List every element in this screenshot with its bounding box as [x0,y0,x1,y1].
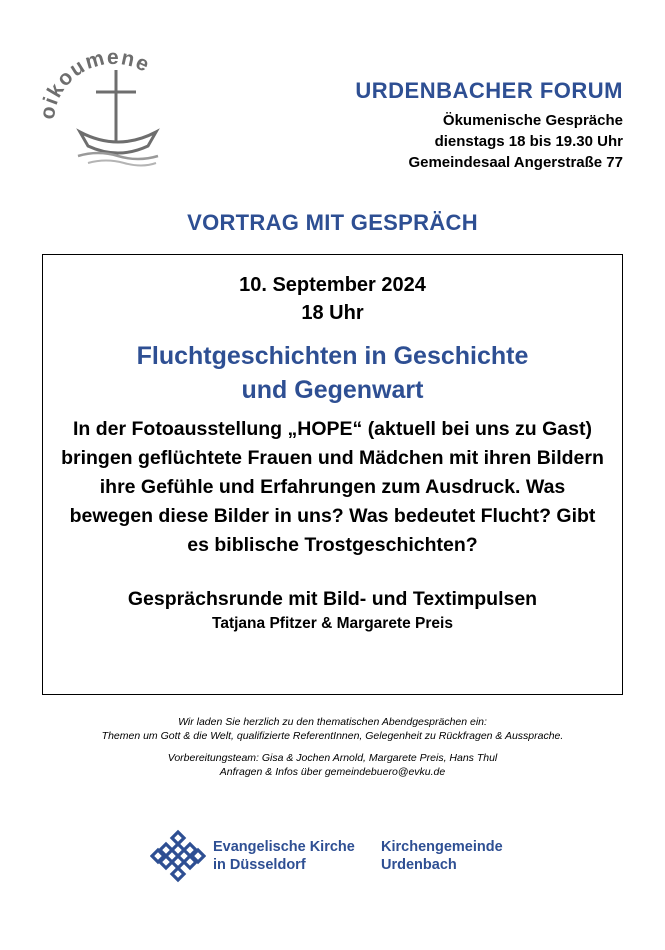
ekd-name-line-2: in Düsseldorf [213,857,306,873]
forum-title: URDENBACHER FORUM [355,78,623,103]
footer-topics: Themen um Gott & die Welt, qualifizierte ReferentInnen, Gelegenheit zu Rückfragen & Aussprache. [101,730,564,742]
event-title-line-2: und Gegenwart [241,376,424,404]
event-format: Gesprächsrunde mit Bild- und Textimpulsen [127,588,538,610]
header-line-3: Gemeindesaal Angerstraße 77 [408,154,623,171]
cross-lattice-icon [150,828,206,884]
oikoumene-logo [38,40,188,170]
header [355,78,623,173]
ekd-logo [150,828,206,884]
event-type-heading: VORTRAG MIT GESPRÄCH [187,210,478,235]
header-line-2: dienstags 18 bis 19.30 Uhr [434,133,623,150]
footer-invite: Wir laden Sie herzlich zu den thematischen Abendgesprächen ein: [178,716,487,728]
event-date: 10. September 2024 [239,274,426,296]
parish-name-line-2: Urdenbach [381,857,457,873]
event-speakers: Tatjana Pfitzer & Margarete Preis [212,615,453,632]
parish-name [381,838,503,874]
event-description: In der Fotoausstellung „HOPE“ (aktuell bei uns zu Gast) bringen geflüchtete Frauen und Mädchen mit ihren Bildern ihre Gefühle und Erfahrungen zum Ausdruck. Was bewegen diese Bilder in uns? Was bedeutet Flucht? Gibt es biblische Trostgeschichten? [61,418,604,556]
logo-wordmark: oikoumene [38,45,154,121]
header-line-1: Ökumenische Gespräche [442,112,623,129]
ekd-name-line-1: Evangelische Kirche [213,839,355,855]
footer-team: Vorbereitungsteam: Gisa & Jochen Arnold, Margarete Preis, Hans Thul [167,752,498,764]
event-box [42,254,623,695]
footer-contact: Anfragen & Infos über gemeindebuero@evku.de [219,766,446,778]
oikoumene-boat-cross-icon [38,40,188,170]
ekd-name [213,838,355,874]
event-title [43,339,622,407]
footer [0,715,665,779]
event-title-line-1: Fluchtgeschichten in Geschichte [136,342,529,370]
event-time: 18 Uhr [301,302,364,324]
parish-name-line-1: Kirchengemeinde [381,839,503,855]
svg-text:oikoumene [38,46,154,121]
